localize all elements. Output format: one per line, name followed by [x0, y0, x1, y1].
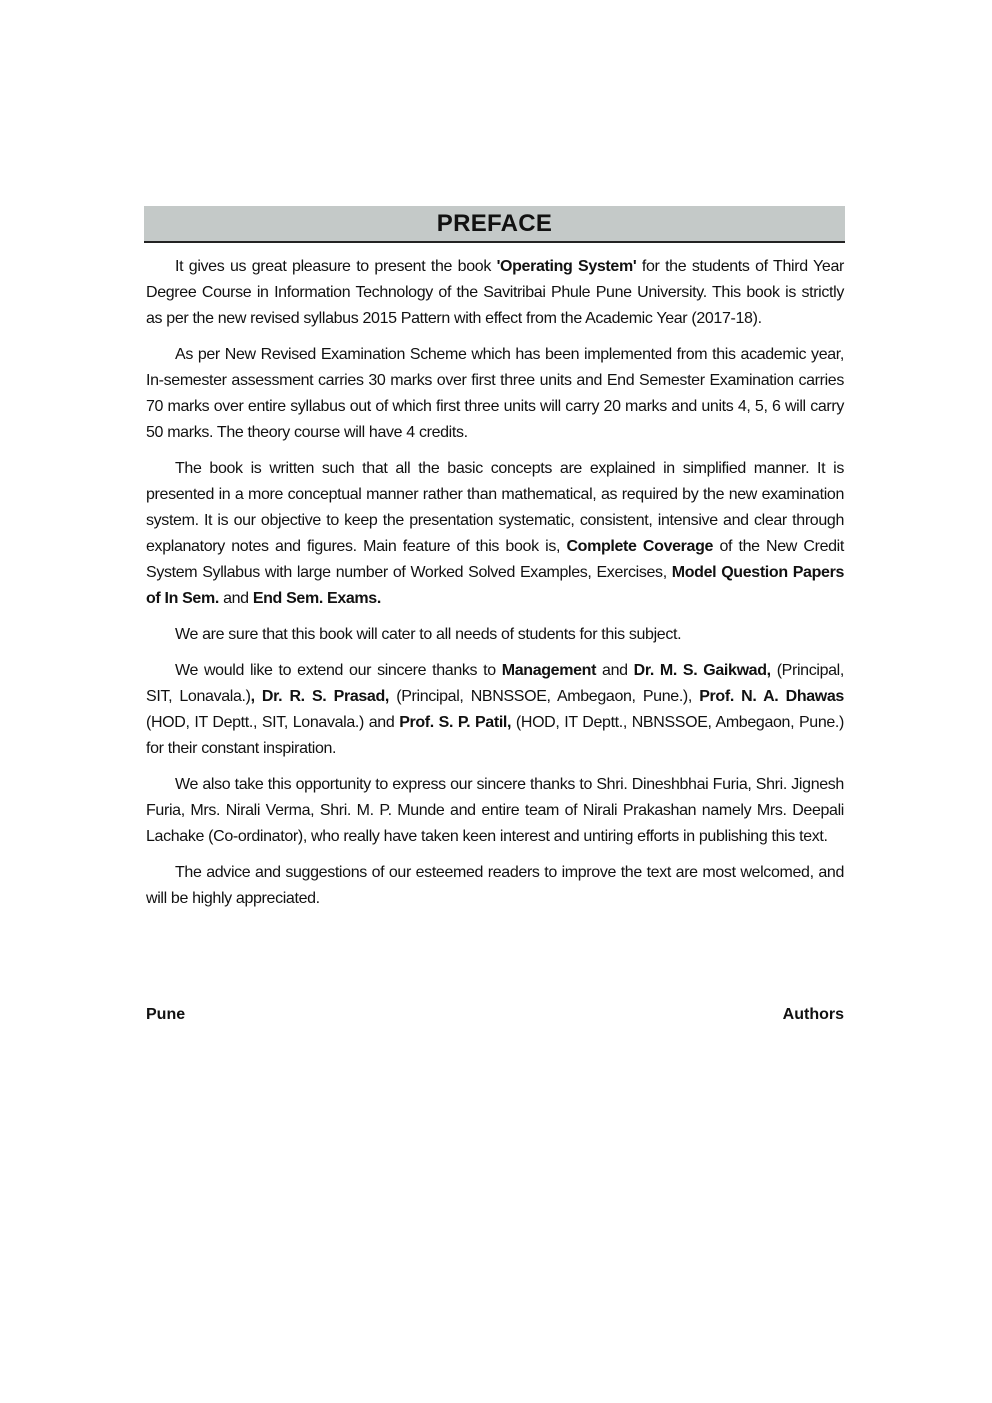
- preface-header-bar: [144, 206, 845, 243]
- signature-line: [146, 1006, 844, 1024]
- signature: Authors: [782, 1006, 844, 1023]
- text: We would like to extend our sincere thanks to: [175, 662, 502, 679]
- paragraph-suggestions: [146, 860, 844, 912]
- text: (Principal, NBNSSOE, Ambegaon, Pune.),: [388, 688, 700, 705]
- text: for the students of Third Year Degree Course in Information Technology of the Savitribai Phule Pune University. This book is strictly as per the new revised syllabus 2015 Pattern with effect from the Academic Year (2017-18).: [146, 258, 844, 327]
- paragraph-features: [146, 456, 844, 612]
- text: It gives us great pleasure to present the book: [175, 258, 497, 275]
- bold-text: Model Question Papers of In Sem.: [146, 564, 844, 607]
- place: Pune: [146, 1006, 186, 1023]
- text: The advice and suggestions of our esteemed readers to improve the text are most welcomed, and will be highly appreciated.: [146, 864, 844, 907]
- preface-body: [146, 254, 844, 922]
- text: (Principal, SIT, Lonavala.): [146, 662, 844, 705]
- bold-text: Dr. M. S. Gaikwad,: [633, 662, 771, 679]
- paragraph-intro: [146, 254, 844, 332]
- page-title: PREFACE: [436, 210, 553, 237]
- text: We also take this opportunity to express our sincere thanks to Shri. Dineshbhai Furia, Shri. Jignesh Furia, Mrs. Nirali Verma, Shri. M. P. Munde and entire team of Nirali Prakashan namely Mrs. Deepali Lachake (Co-ordinator), who really have taken keen interest and untiring efforts in publishing this text.: [146, 776, 844, 845]
- bold-text: Complete Coverage: [566, 538, 714, 555]
- text: We are sure that this book will cater to all needs of students for this subject.: [175, 626, 682, 643]
- paragraph-team-thanks: [146, 772, 844, 850]
- bold-text: Prof. S. P. Patil,: [399, 714, 512, 731]
- text: of the New Credit System Syllabus with large number of Worked Solved Examples, Exercises,: [146, 538, 844, 581]
- bold-text: , Dr. R. S. Prasad,: [250, 688, 389, 705]
- text: and: [218, 590, 253, 607]
- bold-text: End Sem. Exams.: [252, 590, 381, 607]
- text: (HOD, IT Deptt., SIT, Lonavala.) and: [146, 714, 400, 731]
- text: The book is written such that all the basic concepts are explained in simplified manner. It is presented in a more conceptual manner rather than mathematical, as required by the new examination system. It is our objective to keep the presentation systematic, consistent, intensive and clear through explanatory notes and figures. Main feature of this book is,: [146, 460, 844, 555]
- text: and: [596, 662, 634, 679]
- bold-text: Management: [501, 662, 597, 679]
- paragraph-thanks: [146, 658, 844, 762]
- paragraph-cater: [146, 622, 844, 648]
- text: (HOD, IT Deptt., NBNSSOE, Ambegaon, Pune.) for their constant inspiration.: [146, 714, 845, 757]
- bold-text: Prof. N. A. Dhawas: [699, 688, 844, 705]
- book-title: 'Operating System': [496, 258, 637, 275]
- paragraph-exam-scheme: [146, 342, 844, 446]
- text: As per New Revised Examination Scheme which has been implemented from this academic year, In-semester assessment carries 30 marks over first three units and End Semester Examination carries 70 marks over entire syllabus out of which first three units will carry 20 marks and units 4, 5, 6 will carry 50 marks. The theory course will have 4 credits.: [146, 346, 844, 441]
